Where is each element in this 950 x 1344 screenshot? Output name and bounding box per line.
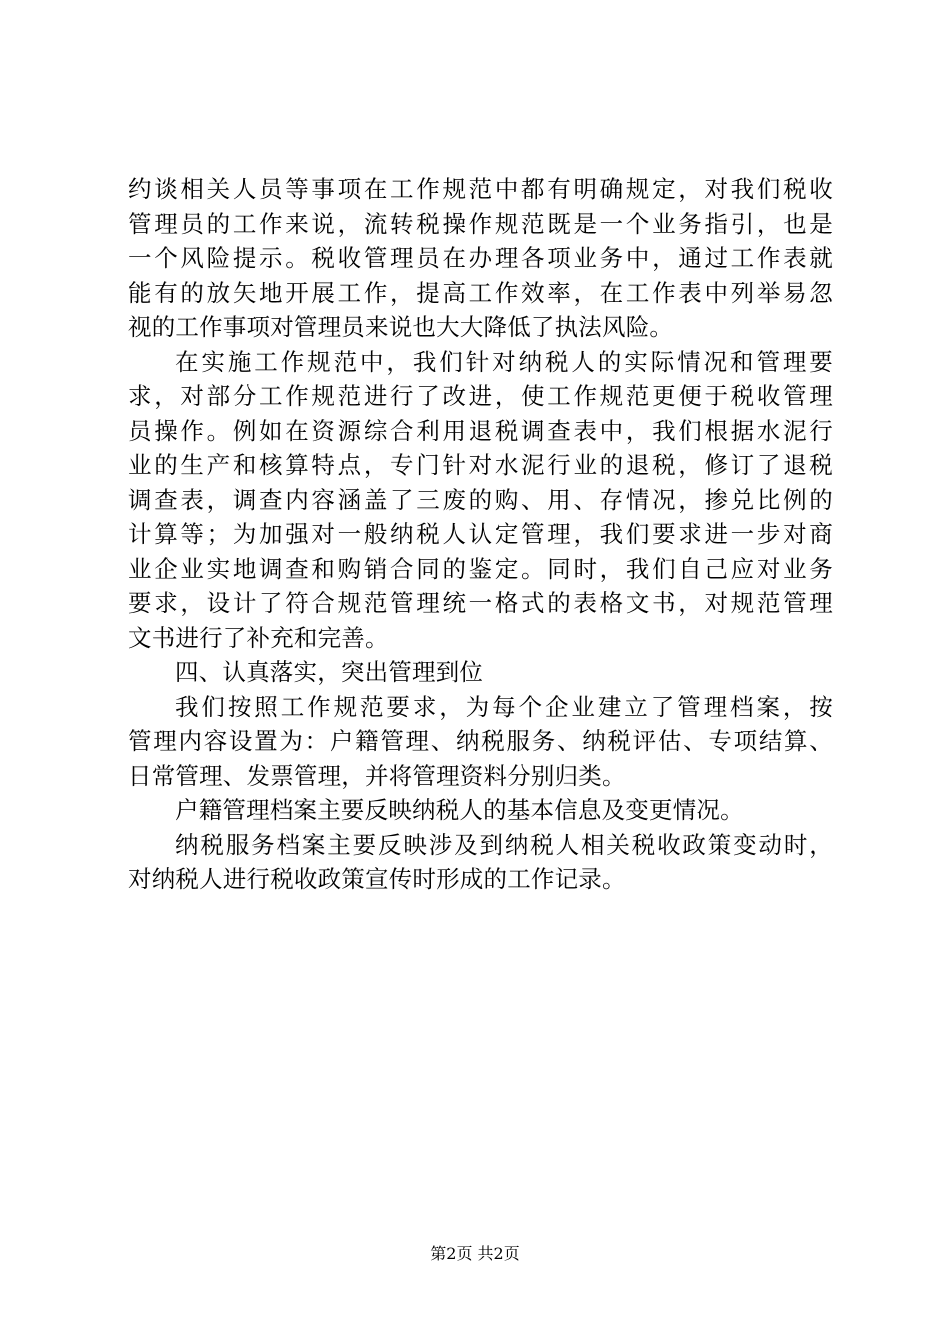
text-line: 我们按照工作规范要求，为每个企业建立了管理档案，按 bbox=[175, 692, 833, 721]
text-line: 计算等；为加强对一般纳税人认定管理，我们要求进一步对商 bbox=[128, 520, 833, 548]
text-line: 能有的放矢地开展工作，提高工作效率，在工作表中列举易忽 bbox=[128, 278, 833, 307]
text-line: 员操作。例如在资源综合利用退税调查表中，我们根据水泥行 bbox=[128, 416, 833, 445]
text-line: 调查表，调查内容涵盖了三废的购、用、存情况，掺兑比例的 bbox=[128, 485, 833, 514]
text-line: 户籍管理档案主要反映纳税人的基本信息及变更情况。 bbox=[175, 796, 744, 824]
text-line: 纳税服务档案主要反映涉及到纳税人相关税收政策变动时， bbox=[175, 830, 833, 859]
text-line: 对纳税人进行税收政策宣传时形成的工作记录。 bbox=[128, 865, 626, 893]
text-line: 在实施工作规范中，我们针对纳税人的实际情况和管理要 bbox=[175, 347, 833, 376]
text-line: 一个风险提示。税收管理员在办理各项业务中，通过工作表就 bbox=[128, 244, 833, 272]
text-line: 约谈相关人员等事项在工作规范中都有明确规定，对我们税收 bbox=[128, 175, 833, 203]
text-line: 业的生产和核算特点，专门针对水泥行业的退税，修订了退税 bbox=[128, 451, 833, 479]
document-body bbox=[128, 172, 833, 897]
text-line: 要求，设计了符合规范管理统一格式的表格文书，对规范管理 bbox=[128, 589, 833, 617]
text-line: 视的工作事项对管理员来说也大大降低了执法风险。 bbox=[128, 313, 674, 341]
text-line: 文书进行了补充和完善。 bbox=[128, 623, 389, 652]
text-line: 日常管理、发票管理，并将管理资料分别归类。 bbox=[128, 761, 626, 790]
page-number-footer: 第2页 共2页 bbox=[430, 1244, 520, 1263]
text-line: 管理员的工作来说，流转税操作规范既是一个业务指引，也是 bbox=[128, 209, 833, 238]
text-line: 求，对部分工作规范进行了改进，使工作规范更便于税收管理 bbox=[128, 382, 833, 410]
text-line: 管理内容设置为：户籍管理、纳税服务、纳税评估、专项结算、 bbox=[128, 727, 833, 755]
text-line: 业企业实地调查和购销合同的鉴定。同时，我们自己应对业务 bbox=[128, 554, 833, 583]
text-line: 四、认真落实，突出管理到位 bbox=[175, 658, 484, 686]
